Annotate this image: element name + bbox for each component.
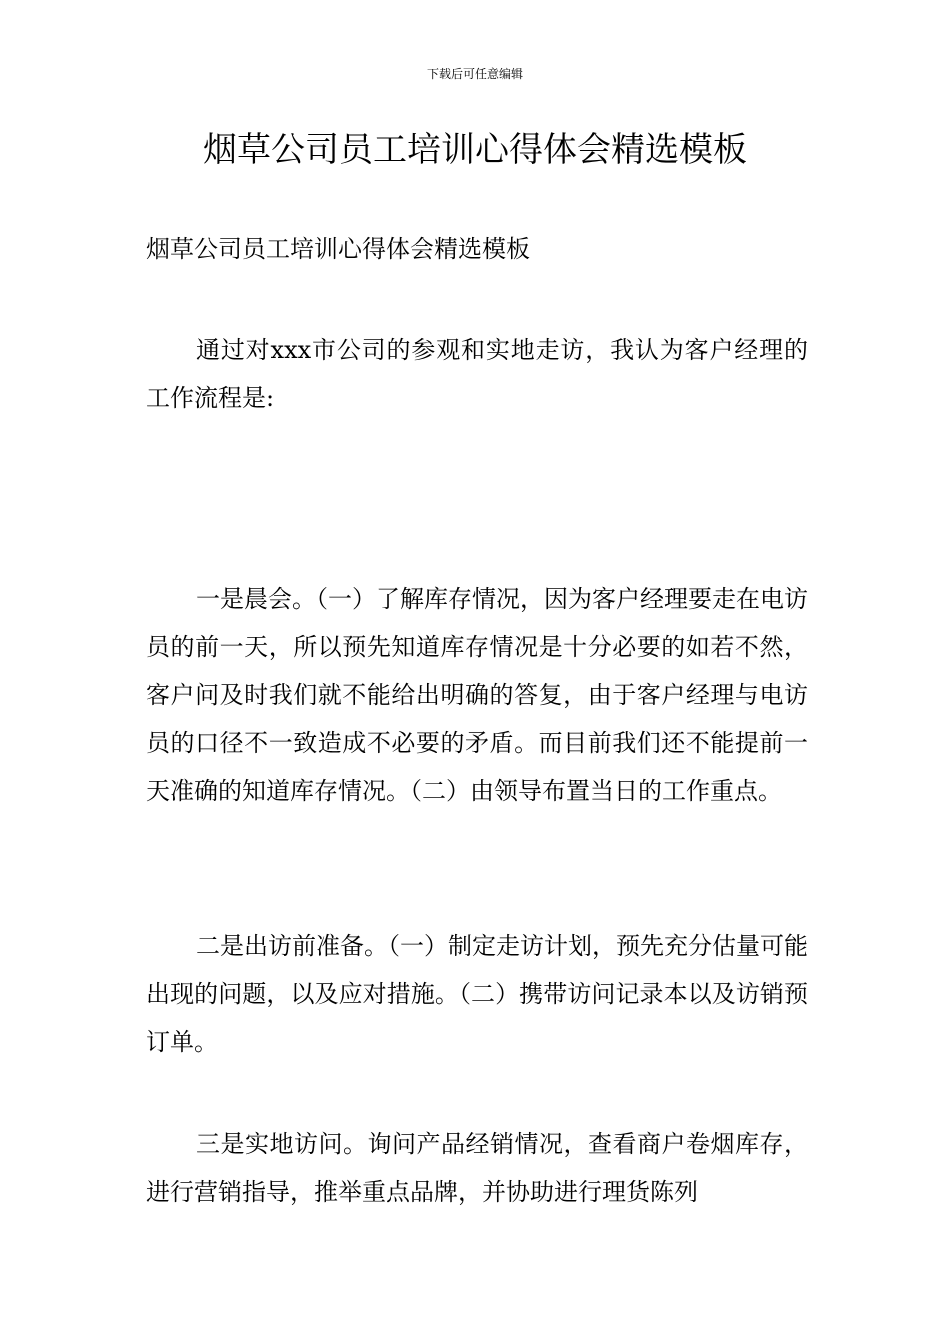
paragraph-field-visit: 三是实地访问。询问产品经销情况，查看商户卷烟库存，进行营销指导，推举重点品牌，并协助进行理货陈列 — [146, 1130, 808, 1206]
document-title: 烟草公司员工培训心得体会精选模板 — [203, 130, 747, 170]
paragraph-intro: 通过对xxx市公司的参观和实地走访，我认为客户经理的工作流程是: — [146, 336, 808, 412]
document-subtitle: 烟草公司员工培训心得体会精选模板 — [146, 235, 530, 263]
header-note: 下载后可任意编辑 — [426, 67, 523, 81]
paragraph-visit-preparation: 二是出访前准备。（一）制定走访计划，预先充分估量可能出现的问题，以及应对措施。（二）携带访问记录本以及访销预订单。 — [146, 932, 808, 1056]
paragraph-morning-meeting: 一是晨会。（一）了解库存情况，因为客户经理要走在电访员的前一天，所以预先知道库存情况是十分必要的如若不然，客户问及时我们就不能给出明确的答复，由于客户经理与电访员的口径不一致造成不必要的矛盾。而目前我们还不能提前一天准确的知道库存情况。（二）由领导布置当日的工作重点。 — [146, 585, 808, 805]
